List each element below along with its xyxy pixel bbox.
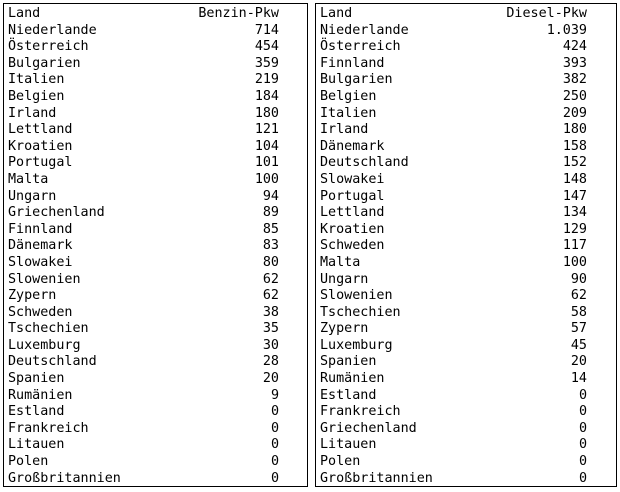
table-row: [316, 56, 616, 73]
count-value: 94: [262, 188, 279, 204]
country-name: Lettland: [8, 122, 73, 138]
country-name: Kroatien: [320, 221, 385, 237]
table-row: [4, 371, 307, 388]
count-value: 184: [254, 88, 279, 104]
count-value: 219: [254, 72, 279, 88]
country-name: Österreich: [8, 39, 89, 55]
table-row: [316, 471, 616, 488]
table-row: [316, 189, 616, 206]
table-row: [316, 272, 616, 289]
country-name: Dänemark: [320, 138, 385, 154]
count-value: 1.039: [546, 22, 587, 38]
country-name: Zypern: [8, 288, 57, 304]
count-value: 250: [562, 88, 587, 104]
count-value: 0: [270, 454, 279, 470]
country-name: Ungarn: [8, 188, 57, 204]
table-row: [4, 155, 307, 172]
count-value: 57: [570, 321, 587, 337]
table-row: [4, 471, 307, 488]
table-row: [4, 288, 307, 305]
country-name: Griechenland: [320, 420, 417, 436]
table-row: [4, 437, 307, 454]
table-row: [316, 255, 616, 272]
count-value: 104: [254, 138, 279, 154]
country-name: Tschechien: [8, 321, 89, 337]
table-row: [316, 172, 616, 189]
count-value: 45: [570, 337, 587, 353]
count-value: 117: [562, 238, 587, 254]
count-value: 0: [578, 404, 587, 420]
table-row: [4, 222, 307, 239]
count-value: 0: [270, 437, 279, 453]
count-value: 180: [254, 105, 279, 121]
table-row: [316, 321, 616, 338]
country-name: Schweden: [8, 304, 73, 320]
table-row: [4, 23, 307, 40]
table-row: [4, 388, 307, 405]
country-name: Malta: [320, 254, 361, 270]
table-row: [4, 238, 307, 255]
table-row: [316, 222, 616, 239]
table-row: [316, 238, 616, 255]
table-row: [4, 172, 307, 189]
country-name: Litauen: [320, 437, 377, 453]
table-row: [316, 371, 616, 388]
count-value: 20: [262, 371, 279, 387]
table-row: [4, 255, 307, 272]
count-value: 180: [562, 122, 587, 138]
country-name: Polen: [8, 454, 49, 470]
country-name: Italien: [320, 105, 377, 121]
count-value: 90: [570, 271, 587, 287]
table-row: [4, 122, 307, 139]
table-row: [4, 305, 307, 322]
count-value: 121: [254, 122, 279, 138]
table-row: [316, 155, 616, 172]
country-name: Griechenland: [8, 205, 105, 221]
country-name: Frankreich: [320, 404, 401, 420]
country-name: Irland: [320, 122, 369, 138]
country-name: Slowenien: [8, 271, 81, 287]
count-value: 148: [562, 171, 587, 187]
table-row: [316, 72, 616, 89]
country-name: Luxemburg: [8, 337, 81, 353]
table-row: [4, 56, 307, 73]
country-name: Finnland: [320, 55, 385, 71]
count-value: 101: [254, 155, 279, 171]
table-row: [316, 205, 616, 222]
count-value: 100: [254, 171, 279, 187]
table-header: [316, 6, 616, 23]
country-name: Österreich: [320, 39, 401, 55]
table-row: [316, 305, 616, 322]
table-row: [316, 338, 616, 355]
country-name: Litauen: [8, 437, 65, 453]
country-name: Schweden: [320, 238, 385, 254]
count-value: 0: [578, 387, 587, 403]
count-value: 209: [562, 105, 587, 121]
table-row: [4, 39, 307, 56]
count-value: 0: [578, 420, 587, 436]
country-name: Niederlande: [8, 22, 97, 38]
table-row: [316, 404, 616, 421]
count-value: 35: [262, 321, 279, 337]
country-name: Zypern: [320, 321, 369, 337]
count-value: 0: [270, 420, 279, 436]
table-row: [4, 421, 307, 438]
country-name: Estland: [8, 404, 65, 420]
count-value: 80: [262, 254, 279, 270]
table-row: [316, 39, 616, 56]
count-value: 89: [262, 205, 279, 221]
count-value: 382: [562, 72, 587, 88]
country-name: Rumänien: [8, 387, 73, 403]
country-name: Slowakei: [8, 254, 73, 270]
table-row: [4, 454, 307, 471]
count-value: 9: [270, 387, 279, 403]
country-name: Lettland: [320, 205, 385, 221]
table-row: [316, 89, 616, 106]
country-name: Tschechien: [320, 304, 401, 320]
count-value: 359: [254, 55, 279, 71]
count-value: 152: [562, 155, 587, 171]
header-land: Land: [8, 6, 41, 21]
count-value: 100: [562, 254, 587, 270]
country-name: Dänemark: [8, 238, 73, 254]
count-value: 393: [562, 55, 587, 71]
count-value: 0: [578, 437, 587, 453]
table-row: [4, 338, 307, 355]
country-name: Malta: [8, 171, 49, 187]
count-value: 83: [262, 238, 279, 254]
country-name: Irland: [8, 105, 57, 121]
country-name: Slowenien: [320, 288, 393, 304]
table-row: [4, 404, 307, 421]
table-row: [4, 72, 307, 89]
table-row: [316, 388, 616, 405]
country-name: Deutschland: [320, 155, 409, 171]
count-value: 58: [570, 304, 587, 320]
count-value: 424: [562, 39, 587, 55]
count-value: 14: [570, 371, 587, 387]
table-row: [316, 139, 616, 156]
count-value: 158: [562, 138, 587, 154]
table-row: [316, 437, 616, 454]
header-diesel-pkw: Diesel-Pkw: [506, 6, 587, 21]
table-row: [316, 288, 616, 305]
country-name: Spanien: [320, 354, 377, 370]
table-row: [316, 106, 616, 123]
country-name: Ungarn: [320, 271, 369, 287]
table-row: [316, 421, 616, 438]
header-land: Land: [320, 6, 353, 21]
country-name: Bulgarien: [8, 55, 81, 71]
country-name: Luxemburg: [320, 337, 393, 353]
count-value: 134: [562, 205, 587, 221]
count-value: 28: [262, 354, 279, 370]
count-value: 38: [262, 304, 279, 320]
count-value: 0: [270, 470, 279, 486]
country-name: Portugal: [320, 188, 385, 204]
benzin-pkw-table: [3, 3, 308, 487]
country-name: Belgien: [8, 88, 65, 104]
country-name: Portugal: [8, 155, 73, 171]
table-row: [316, 23, 616, 40]
count-value: 30: [262, 337, 279, 353]
country-name: Bulgarien: [320, 72, 393, 88]
table-body: [4, 23, 307, 488]
count-value: 62: [570, 288, 587, 304]
country-name: Rumänien: [320, 371, 385, 387]
header-benzin-pkw: Benzin-Pkw: [198, 6, 279, 21]
count-value: 20: [570, 354, 587, 370]
country-name: Finnland: [8, 221, 73, 237]
table-row: [316, 122, 616, 139]
count-value: 0: [578, 454, 587, 470]
table-row: [4, 89, 307, 106]
count-value: 129: [562, 221, 587, 237]
diesel-pkw-table: [315, 3, 617, 487]
country-name: Deutschland: [8, 354, 97, 370]
table-header: [4, 6, 307, 23]
table-row: [4, 189, 307, 206]
count-value: 85: [262, 221, 279, 237]
country-name: Großbritannien: [8, 470, 121, 486]
count-value: 62: [262, 288, 279, 304]
table-row: [4, 272, 307, 289]
count-value: 62: [262, 271, 279, 287]
table-row: [4, 321, 307, 338]
count-value: 0: [270, 404, 279, 420]
table-row: [4, 354, 307, 371]
country-name: Frankreich: [8, 420, 89, 436]
count-value: 714: [254, 22, 279, 38]
country-name: Belgien: [320, 88, 377, 104]
country-name: Italien: [8, 72, 65, 88]
table-row: [4, 139, 307, 156]
table-body: [316, 23, 616, 488]
table-row: [316, 454, 616, 471]
table-row: [316, 354, 616, 371]
table-row: [4, 106, 307, 123]
count-value: 147: [562, 188, 587, 204]
count-value: 454: [254, 39, 279, 55]
country-name: Niederlande: [320, 22, 409, 38]
country-name: Spanien: [8, 371, 65, 387]
table-row: [4, 205, 307, 222]
country-name: Großbritannien: [320, 470, 433, 486]
country-name: Polen: [320, 454, 361, 470]
country-name: Kroatien: [8, 138, 73, 154]
count-value: 0: [578, 470, 587, 486]
country-name: Slowakei: [320, 171, 385, 187]
country-name: Estland: [320, 387, 377, 403]
